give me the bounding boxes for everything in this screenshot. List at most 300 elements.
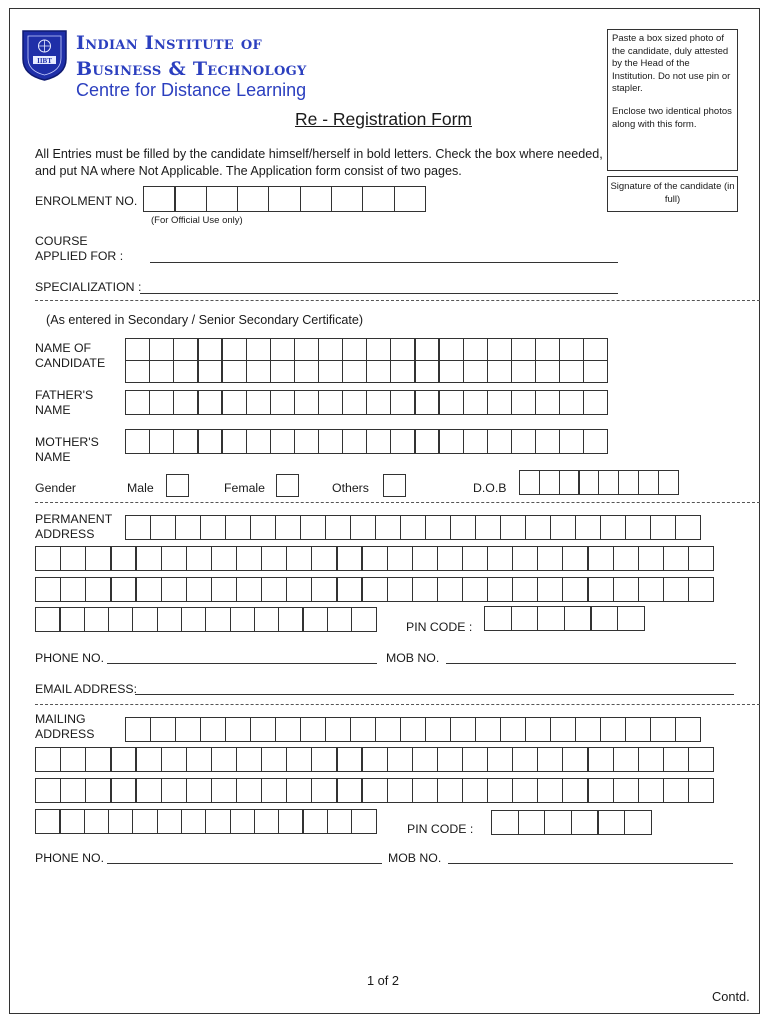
char-box[interactable] xyxy=(625,515,651,540)
char-box[interactable] xyxy=(390,360,415,383)
char-box[interactable] xyxy=(336,778,362,803)
char-box[interactable] xyxy=(135,778,161,803)
char-box[interactable] xyxy=(35,809,61,834)
char-box[interactable] xyxy=(157,809,183,834)
char-box[interactable] xyxy=(571,810,599,835)
char-box[interactable] xyxy=(512,577,538,602)
char-box[interactable] xyxy=(286,577,312,602)
char-box[interactable] xyxy=(110,546,136,571)
char-box[interactable] xyxy=(211,747,237,772)
char-box[interactable] xyxy=(500,717,526,742)
char-box[interactable] xyxy=(583,360,608,383)
char-box[interactable] xyxy=(236,577,262,602)
char-box[interactable] xyxy=(205,809,231,834)
char-box[interactable] xyxy=(462,546,488,571)
char-box[interactable] xyxy=(587,577,613,602)
char-box[interactable] xyxy=(225,515,251,540)
char-box[interactable] xyxy=(462,577,488,602)
char-box[interactable] xyxy=(512,747,538,772)
char-box[interactable] xyxy=(638,577,664,602)
char-box[interactable] xyxy=(484,606,512,631)
candidate-name-boxes-row1[interactable] xyxy=(125,338,607,361)
char-box[interactable] xyxy=(511,390,536,415)
char-box[interactable] xyxy=(650,515,676,540)
char-box[interactable] xyxy=(246,360,271,383)
char-box[interactable] xyxy=(350,717,376,742)
char-box[interactable] xyxy=(663,577,689,602)
char-box[interactable] xyxy=(318,360,343,383)
char-box[interactable] xyxy=(108,809,134,834)
char-box[interactable] xyxy=(562,747,588,772)
char-box[interactable] xyxy=(519,470,540,495)
char-box[interactable] xyxy=(366,390,391,415)
char-box[interactable] xyxy=(400,515,426,540)
char-box[interactable] xyxy=(294,390,319,415)
char-box[interactable] xyxy=(412,747,438,772)
char-box[interactable] xyxy=(211,546,237,571)
char-box[interactable] xyxy=(161,747,187,772)
char-box[interactable] xyxy=(286,546,312,571)
char-box[interactable] xyxy=(110,747,136,772)
permanent-address-boxes-row3[interactable] xyxy=(35,577,713,602)
permanent-address-boxes-row4[interactable] xyxy=(35,607,375,632)
char-box[interactable] xyxy=(110,778,136,803)
char-box[interactable] xyxy=(125,390,150,415)
char-box[interactable] xyxy=(414,360,439,383)
char-box[interactable] xyxy=(149,360,174,383)
char-box[interactable] xyxy=(286,747,312,772)
phone-field[interactable] xyxy=(107,663,377,664)
char-box[interactable] xyxy=(463,429,488,454)
char-box[interactable] xyxy=(590,606,618,631)
char-box[interactable] xyxy=(327,809,353,834)
char-box[interactable] xyxy=(261,778,287,803)
char-box[interactable] xyxy=(342,390,367,415)
char-box[interactable] xyxy=(327,607,353,632)
char-box[interactable] xyxy=(361,546,387,571)
char-box[interactable] xyxy=(35,778,61,803)
char-box[interactable] xyxy=(125,515,151,540)
char-box[interactable] xyxy=(206,186,239,212)
char-box[interactable] xyxy=(221,338,246,361)
char-box[interactable] xyxy=(487,778,513,803)
char-box[interactable] xyxy=(331,186,364,212)
mother-name-boxes[interactable] xyxy=(125,429,607,454)
female-checkbox[interactable] xyxy=(276,474,299,497)
char-box[interactable] xyxy=(487,546,513,571)
char-box[interactable] xyxy=(624,810,652,835)
char-box[interactable] xyxy=(390,338,415,361)
char-box[interactable] xyxy=(450,717,476,742)
char-box[interactable] xyxy=(617,606,645,631)
char-box[interactable] xyxy=(600,717,626,742)
char-box[interactable] xyxy=(336,747,362,772)
char-box[interactable] xyxy=(463,390,488,415)
char-box[interactable] xyxy=(414,429,439,454)
char-box[interactable] xyxy=(286,778,312,803)
char-box[interactable] xyxy=(537,778,563,803)
char-box[interactable] xyxy=(562,546,588,571)
char-box[interactable] xyxy=(181,607,207,632)
char-box[interactable] xyxy=(270,360,295,383)
char-box[interactable] xyxy=(361,778,387,803)
char-box[interactable] xyxy=(35,607,61,632)
char-box[interactable] xyxy=(463,338,488,361)
char-box[interactable] xyxy=(525,717,551,742)
char-box[interactable] xyxy=(587,546,613,571)
char-box[interactable] xyxy=(638,546,664,571)
char-box[interactable] xyxy=(300,186,333,212)
char-box[interactable] xyxy=(246,429,271,454)
char-box[interactable] xyxy=(157,607,183,632)
char-box[interactable] xyxy=(200,515,226,540)
char-box[interactable] xyxy=(361,577,387,602)
char-box[interactable] xyxy=(318,338,343,361)
char-box[interactable] xyxy=(578,470,599,495)
char-box[interactable] xyxy=(491,810,519,835)
char-box[interactable] xyxy=(311,747,337,772)
char-box[interactable] xyxy=(149,338,174,361)
char-box[interactable] xyxy=(221,390,246,415)
char-box[interactable] xyxy=(84,607,110,632)
permanent-address-boxes-row1[interactable] xyxy=(125,515,700,540)
char-box[interactable] xyxy=(132,607,158,632)
char-box[interactable] xyxy=(230,607,256,632)
char-box[interactable] xyxy=(437,747,463,772)
char-box[interactable] xyxy=(318,390,343,415)
char-box[interactable] xyxy=(400,717,426,742)
email-field[interactable] xyxy=(135,694,734,695)
char-box[interactable] xyxy=(462,778,488,803)
char-box[interactable] xyxy=(537,606,565,631)
char-box[interactable] xyxy=(663,778,689,803)
char-box[interactable] xyxy=(325,717,351,742)
char-box[interactable] xyxy=(84,809,110,834)
char-box[interactable] xyxy=(438,360,463,383)
char-box[interactable] xyxy=(564,606,592,631)
char-box[interactable] xyxy=(562,577,588,602)
char-box[interactable] xyxy=(60,546,86,571)
char-box[interactable] xyxy=(537,546,563,571)
char-box[interactable] xyxy=(575,515,601,540)
char-box[interactable] xyxy=(175,515,201,540)
char-box[interactable] xyxy=(135,546,161,571)
char-box[interactable] xyxy=(186,747,212,772)
char-box[interactable] xyxy=(587,778,613,803)
char-box[interactable] xyxy=(463,360,488,383)
mailing-address-boxes-row2[interactable] xyxy=(35,747,713,772)
char-box[interactable] xyxy=(161,778,187,803)
char-box[interactable] xyxy=(658,470,679,495)
char-box[interactable] xyxy=(60,747,86,772)
char-box[interactable] xyxy=(60,778,86,803)
char-box[interactable] xyxy=(85,747,111,772)
char-box[interactable] xyxy=(275,717,301,742)
char-box[interactable] xyxy=(230,809,256,834)
char-box[interactable] xyxy=(437,546,463,571)
char-box[interactable] xyxy=(638,470,659,495)
char-box[interactable] xyxy=(414,390,439,415)
char-box[interactable] xyxy=(559,470,580,495)
char-box[interactable] xyxy=(221,429,246,454)
char-box[interactable] xyxy=(143,186,176,212)
char-box[interactable] xyxy=(688,747,714,772)
char-box[interactable] xyxy=(186,577,212,602)
char-box[interactable] xyxy=(270,390,295,415)
char-box[interactable] xyxy=(261,747,287,772)
char-box[interactable] xyxy=(688,577,714,602)
char-box[interactable] xyxy=(250,717,276,742)
char-box[interactable] xyxy=(181,809,207,834)
char-box[interactable] xyxy=(236,778,262,803)
char-box[interactable] xyxy=(366,360,391,383)
char-box[interactable] xyxy=(108,607,134,632)
char-box[interactable] xyxy=(60,577,86,602)
char-box[interactable] xyxy=(197,338,222,361)
mob-field[interactable] xyxy=(446,663,736,664)
char-box[interactable] xyxy=(390,429,415,454)
char-box[interactable] xyxy=(638,778,664,803)
char-box[interactable] xyxy=(475,515,501,540)
char-box[interactable] xyxy=(366,338,391,361)
char-box[interactable] xyxy=(125,717,151,742)
char-box[interactable] xyxy=(294,360,319,383)
char-box[interactable] xyxy=(336,546,362,571)
char-box[interactable] xyxy=(663,747,689,772)
char-box[interactable] xyxy=(351,809,377,834)
char-box[interactable] xyxy=(150,515,176,540)
char-box[interactable] xyxy=(613,778,639,803)
char-box[interactable] xyxy=(525,515,551,540)
char-box[interactable] xyxy=(462,747,488,772)
char-box[interactable] xyxy=(366,429,391,454)
char-box[interactable] xyxy=(173,429,198,454)
char-box[interactable] xyxy=(390,390,415,415)
char-box[interactable] xyxy=(59,607,85,632)
char-box[interactable] xyxy=(512,778,538,803)
char-box[interactable] xyxy=(650,717,676,742)
char-box[interactable] xyxy=(511,338,536,361)
char-box[interactable] xyxy=(236,546,262,571)
char-box[interactable] xyxy=(149,390,174,415)
char-box[interactable] xyxy=(550,717,576,742)
char-box[interactable] xyxy=(414,338,439,361)
char-box[interactable] xyxy=(302,607,328,632)
char-box[interactable] xyxy=(583,390,608,415)
char-box[interactable] xyxy=(211,577,237,602)
char-box[interactable] xyxy=(35,577,61,602)
char-box[interactable] xyxy=(487,338,512,361)
char-box[interactable] xyxy=(173,390,198,415)
char-box[interactable] xyxy=(511,429,536,454)
char-box[interactable] xyxy=(675,717,701,742)
char-box[interactable] xyxy=(537,747,563,772)
char-box[interactable] xyxy=(175,717,201,742)
char-box[interactable] xyxy=(394,186,427,212)
char-box[interactable] xyxy=(132,809,158,834)
candidate-name-boxes-row2[interactable] xyxy=(125,360,607,383)
char-box[interactable] xyxy=(437,778,463,803)
char-box[interactable] xyxy=(375,717,401,742)
course-field[interactable] xyxy=(150,262,618,263)
char-box[interactable] xyxy=(613,747,639,772)
char-box[interactable] xyxy=(150,717,176,742)
char-box[interactable] xyxy=(161,546,187,571)
char-box[interactable] xyxy=(110,577,136,602)
char-box[interactable] xyxy=(351,607,377,632)
char-box[interactable] xyxy=(35,747,61,772)
char-box[interactable] xyxy=(336,577,362,602)
char-box[interactable] xyxy=(535,390,560,415)
permanent-address-boxes-row2[interactable] xyxy=(35,546,713,571)
char-box[interactable] xyxy=(535,429,560,454)
father-name-boxes[interactable] xyxy=(125,390,607,415)
char-box[interactable] xyxy=(550,515,576,540)
char-box[interactable] xyxy=(487,747,513,772)
mailing-address-boxes-row3[interactable] xyxy=(35,778,713,803)
char-box[interactable] xyxy=(294,338,319,361)
char-box[interactable] xyxy=(174,186,207,212)
mailing-phone-field[interactable] xyxy=(107,863,382,864)
char-box[interactable] xyxy=(311,577,337,602)
char-box[interactable] xyxy=(618,470,639,495)
char-box[interactable] xyxy=(161,577,187,602)
char-box[interactable] xyxy=(325,515,351,540)
char-box[interactable] xyxy=(511,360,536,383)
char-box[interactable] xyxy=(559,360,584,383)
char-box[interactable] xyxy=(375,515,401,540)
char-box[interactable] xyxy=(500,515,526,540)
char-box[interactable] xyxy=(412,778,438,803)
char-box[interactable] xyxy=(186,778,212,803)
char-box[interactable] xyxy=(587,747,613,772)
char-box[interactable] xyxy=(302,809,328,834)
char-box[interactable] xyxy=(535,360,560,383)
char-box[interactable] xyxy=(537,577,563,602)
char-box[interactable] xyxy=(438,390,463,415)
char-box[interactable] xyxy=(487,429,512,454)
char-box[interactable] xyxy=(638,747,664,772)
char-box[interactable] xyxy=(487,577,513,602)
char-box[interactable] xyxy=(438,429,463,454)
char-box[interactable] xyxy=(246,390,271,415)
char-box[interactable] xyxy=(85,546,111,571)
char-box[interactable] xyxy=(437,577,463,602)
mailing-address-boxes-row4[interactable] xyxy=(35,809,375,834)
char-box[interactable] xyxy=(59,809,85,834)
char-box[interactable] xyxy=(250,515,276,540)
char-box[interactable] xyxy=(300,717,326,742)
char-box[interactable] xyxy=(221,360,246,383)
char-box[interactable] xyxy=(200,717,226,742)
char-box[interactable] xyxy=(450,515,476,540)
char-box[interactable] xyxy=(387,778,413,803)
char-box[interactable] xyxy=(254,809,280,834)
char-box[interactable] xyxy=(598,470,619,495)
char-box[interactable] xyxy=(125,338,150,361)
char-box[interactable] xyxy=(438,338,463,361)
char-box[interactable] xyxy=(562,778,588,803)
char-box[interactable] xyxy=(362,186,395,212)
permanent-pin-boxes[interactable] xyxy=(484,606,644,631)
char-box[interactable] xyxy=(135,747,161,772)
char-box[interactable] xyxy=(197,390,222,415)
char-box[interactable] xyxy=(278,809,304,834)
specialization-field[interactable] xyxy=(140,293,618,294)
char-box[interactable] xyxy=(311,778,337,803)
others-checkbox[interactable] xyxy=(383,474,406,497)
char-box[interactable] xyxy=(387,577,413,602)
char-box[interactable] xyxy=(600,515,626,540)
char-box[interactable] xyxy=(211,778,237,803)
char-box[interactable] xyxy=(197,429,222,454)
char-box[interactable] xyxy=(475,717,501,742)
char-box[interactable] xyxy=(342,338,367,361)
char-box[interactable] xyxy=(625,717,651,742)
char-box[interactable] xyxy=(511,606,539,631)
char-box[interactable] xyxy=(688,778,714,803)
enrolment-boxes[interactable] xyxy=(143,186,425,212)
char-box[interactable] xyxy=(135,577,161,602)
char-box[interactable] xyxy=(237,186,270,212)
mailing-pin-boxes[interactable] xyxy=(491,810,651,835)
char-box[interactable] xyxy=(688,546,714,571)
char-box[interactable] xyxy=(613,546,639,571)
char-box[interactable] xyxy=(278,607,304,632)
char-box[interactable] xyxy=(270,429,295,454)
mailing-address-boxes-row1[interactable] xyxy=(125,717,700,742)
char-box[interactable] xyxy=(318,429,343,454)
char-box[interactable] xyxy=(487,390,512,415)
char-box[interactable] xyxy=(361,747,387,772)
char-box[interactable] xyxy=(149,429,174,454)
char-box[interactable] xyxy=(487,360,512,383)
char-box[interactable] xyxy=(261,546,287,571)
char-box[interactable] xyxy=(268,186,301,212)
char-box[interactable] xyxy=(583,429,608,454)
char-box[interactable] xyxy=(125,360,150,383)
char-box[interactable] xyxy=(300,515,326,540)
char-box[interactable] xyxy=(425,515,451,540)
char-box[interactable] xyxy=(85,577,111,602)
char-box[interactable] xyxy=(387,747,413,772)
char-box[interactable] xyxy=(35,546,61,571)
char-box[interactable] xyxy=(412,577,438,602)
char-box[interactable] xyxy=(85,778,111,803)
char-box[interactable] xyxy=(197,360,222,383)
char-box[interactable] xyxy=(294,429,319,454)
dob-boxes[interactable] xyxy=(519,470,678,495)
char-box[interactable] xyxy=(675,515,701,540)
char-box[interactable] xyxy=(236,747,262,772)
char-box[interactable] xyxy=(261,577,287,602)
char-box[interactable] xyxy=(246,338,271,361)
char-box[interactable] xyxy=(254,607,280,632)
char-box[interactable] xyxy=(350,515,376,540)
char-box[interactable] xyxy=(342,429,367,454)
char-box[interactable] xyxy=(597,810,625,835)
char-box[interactable] xyxy=(512,546,538,571)
char-box[interactable] xyxy=(544,810,572,835)
char-box[interactable] xyxy=(575,717,601,742)
char-box[interactable] xyxy=(518,810,546,835)
mailing-mob-field[interactable] xyxy=(448,863,733,864)
char-box[interactable] xyxy=(539,470,560,495)
char-box[interactable] xyxy=(342,360,367,383)
char-box[interactable] xyxy=(425,717,451,742)
char-box[interactable] xyxy=(559,390,584,415)
char-box[interactable] xyxy=(613,577,639,602)
